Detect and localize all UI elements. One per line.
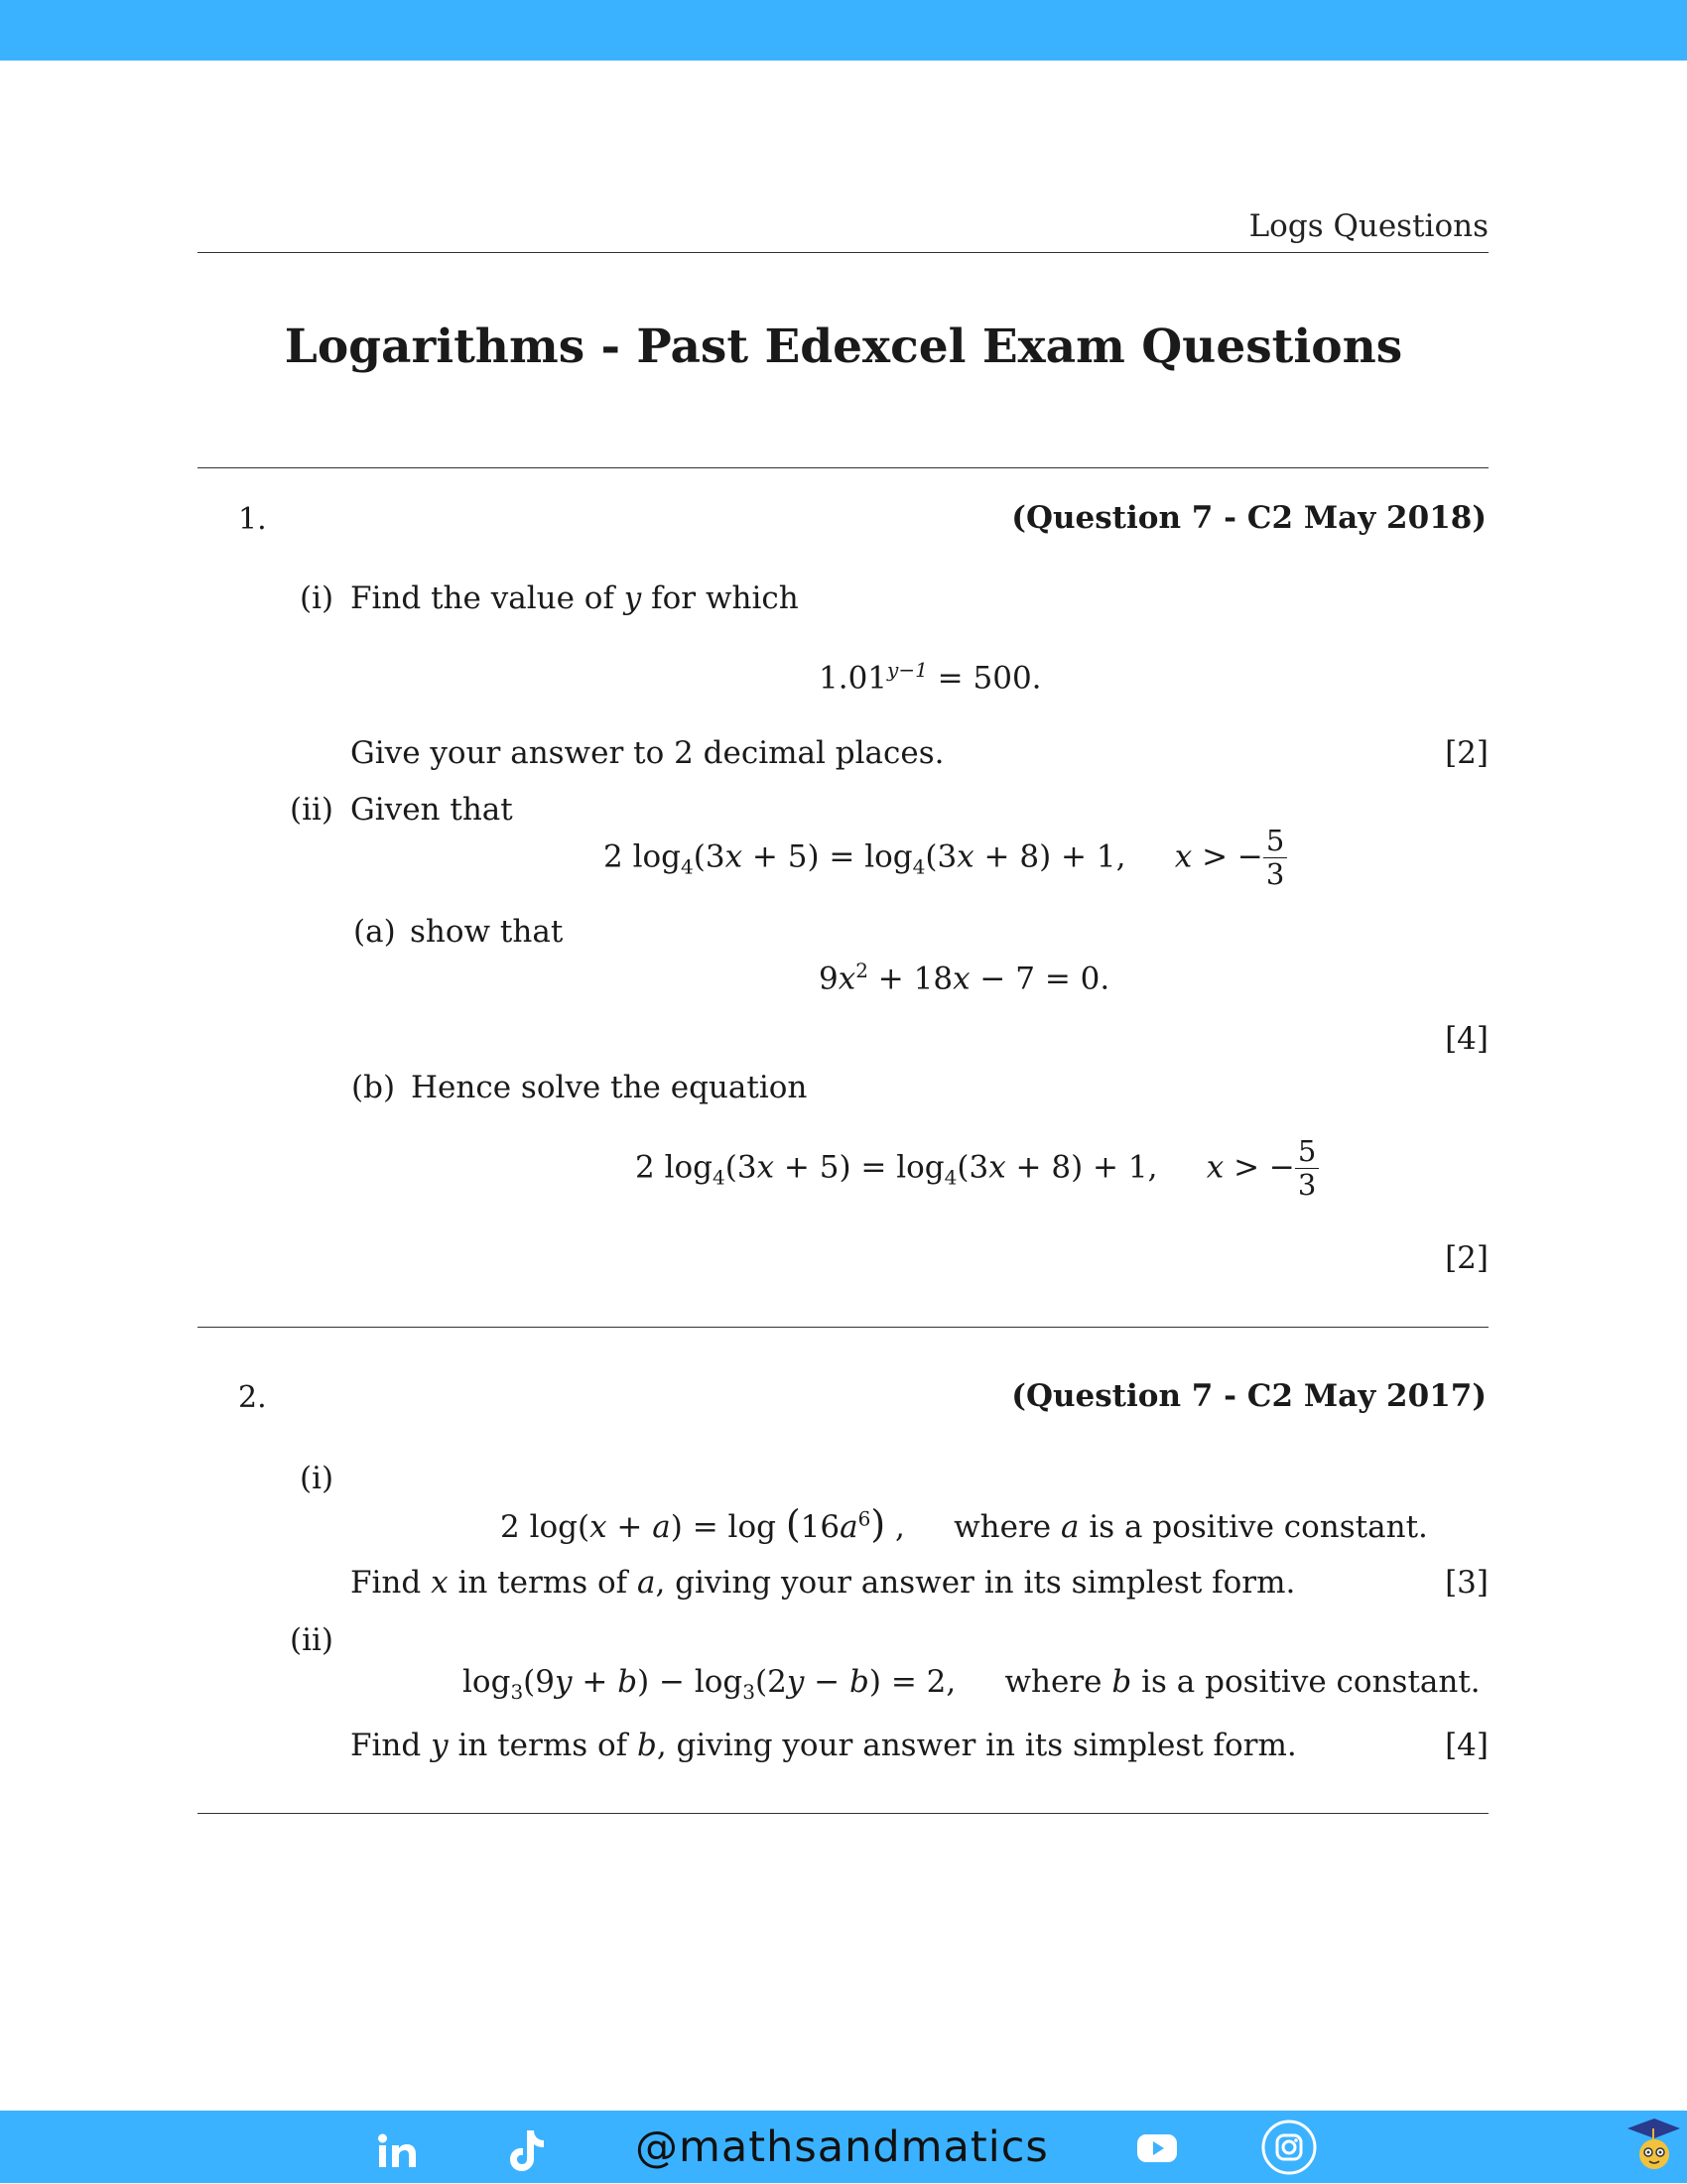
part-text: Given that (350, 792, 513, 828)
subpart-text: show that (410, 914, 564, 950)
part-text: Find x in terms of a, giving your answer in its simplest form. (350, 1565, 1296, 1601)
instruction: Give your answer to 2 decimal places. (350, 735, 945, 771)
part-text: Find y in terms of b, giving your answer in its simplest form. (350, 1728, 1297, 1763)
marks: [3] (1445, 1565, 1489, 1601)
divider (197, 1813, 1489, 1814)
part-label: (ii) (290, 1622, 334, 1658)
divider (197, 467, 1489, 468)
top-banner (0, 0, 1687, 61)
question-number: 2. (238, 1380, 267, 1415)
equation: 2 $\log_4(3x + 5) = \log_4(3x + 8) + 1$, x > − $\frac{5}{3}$ (603, 825, 1287, 892)
subpart-label: (b) (351, 1070, 396, 1105)
question-source: (Question 7 - C2 May 2017) (1011, 1378, 1487, 1414)
part-text: Find the value of y for which (350, 580, 799, 616)
marks: [2] (1445, 735, 1489, 771)
equation: $1.01^{y-1} = 500$. (819, 658, 1042, 697)
equation: $9x^2 + 18x - 7 = 0$. (819, 959, 1110, 997)
question-number: 1. (238, 502, 267, 537)
youtube-icon[interactable] (1136, 2133, 1178, 2167)
instagram-icon[interactable] (1261, 2120, 1317, 2179)
marks: [4] (1445, 1728, 1489, 1763)
divider (197, 1327, 1489, 1328)
equation: 2 $\log(x + a) = \log (16a^6)$ , where a is a positive constant. (500, 1502, 1428, 1546)
page-title: Logarithms - Past Edexcel Exam Questions (284, 320, 1403, 374)
header-rule (197, 252, 1489, 253)
part-label: (ii) (290, 792, 334, 828)
equation: $\log_3(9y + b) - \log_3(2y - b) = 2$, where b is a positive constant. (462, 1664, 1481, 1705)
part-label: (i) (300, 580, 334, 616)
running-header: Logs Questions (1248, 208, 1489, 244)
equation: 2 $\log_4(3x + 5) = \log_4(3x + 8) + 1$, x > − $\frac{5}{3}$ (635, 1135, 1319, 1203)
part-label: (i) (300, 1461, 334, 1496)
question-source: (Question 7 - C2 May 2018) (1011, 500, 1487, 536)
marks: [4] (1445, 1021, 1489, 1057)
social-handle[interactable]: @mathsandmatics (635, 2122, 1049, 2172)
mascot-icon (1622, 2111, 1682, 2184)
marks: [2] (1445, 1240, 1489, 1276)
subpart-text: Hence solve the equation (411, 1070, 808, 1105)
subpart-label: (a) (353, 914, 396, 950)
